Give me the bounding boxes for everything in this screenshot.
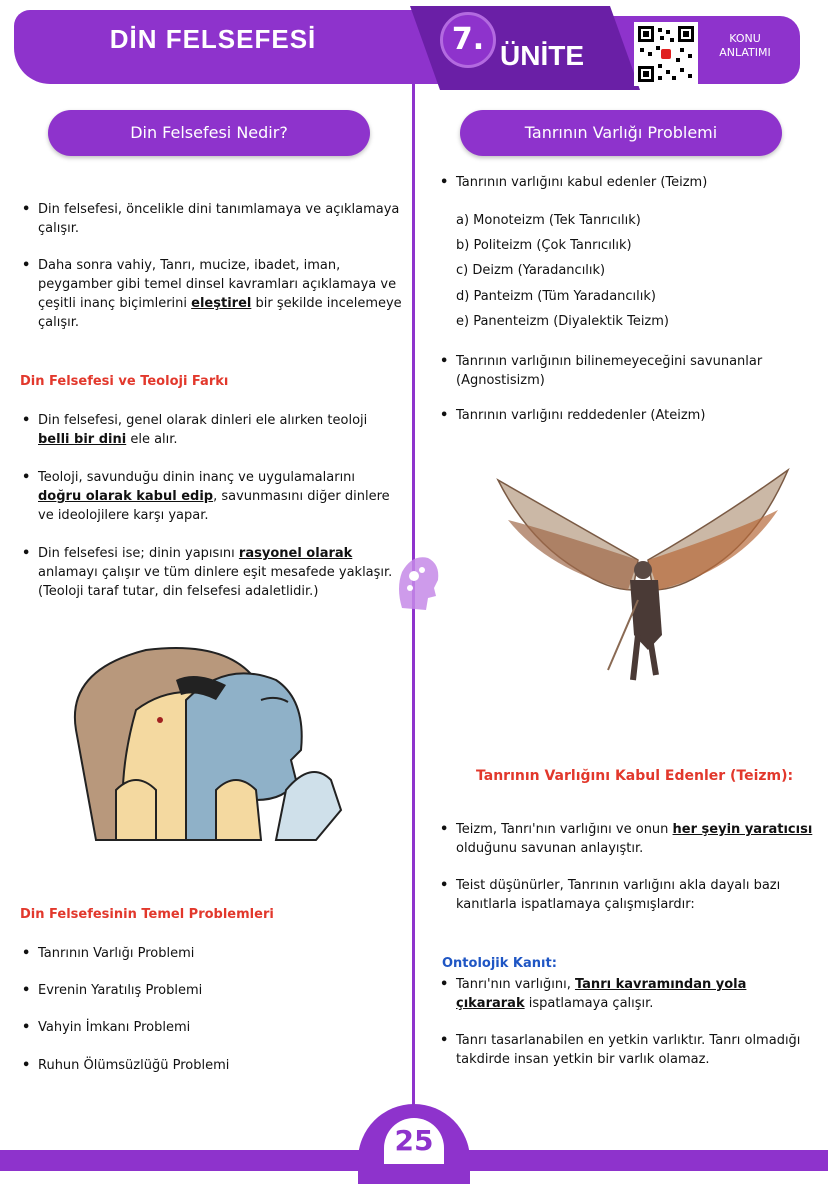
winged-angel-illustration — [488, 460, 794, 690]
onto-point-1: • Tanrı'nın varlığını, Tanrı kavramından yola çıkararak ispatlamaya çalışır. — [438, 975, 816, 1013]
page-title: DİN FELSEFESİ — [109, 24, 317, 54]
sub-item: b) Politeizm (Çok Tanrıcılık) — [456, 238, 632, 253]
sub-item: c) Deizm (Yaradancılık) — [456, 263, 606, 278]
ateizm-item: • Tanrının varlığını reddedenler (Ateizm) — [438, 406, 816, 425]
teoloji-item-2: • Teoloji, savunduğu dinin inanç ve uygulamalarını doğru olarak kabul edip, savunmasını diğer dinlere ve ideolojilere karşı yapar. — [20, 468, 398, 525]
teizm-point-1: • Teizm, Tanrı'nın varlığını ve onun her şeyin yaratıcısı olduğunu savunan anlayıştır. — [438, 820, 816, 858]
qr-code-icon[interactable] — [634, 22, 698, 86]
agnostic-item: • Tanrının varlığının bilinemeyeceğini savunanlar (Agnostisizm) — [438, 352, 796, 390]
intro-item-2: • Daha sonra vahiy, Tanrı, mucize, ibadet, iman, peygamber gibi temel dinsel kavramları açıklamaya ve çeşitli inanç biçimlerini eleştirel bir şekilde incelemeye çalışır. — [20, 256, 410, 332]
teizm-item: • Tanrının varlığını kabul edenler (Teizm) — [438, 173, 816, 192]
intro-item-1: • Din felsefesi, öncelikle dini tanımlamaya ve açıklamaya çalışır. — [20, 200, 410, 238]
onto-point-2: • Tanrı tasarlanabilen en yetkin varlıktır. Tanrı olmadığı takdirde insan yetkin bir varlık olamaz. — [438, 1031, 816, 1069]
section-pill-din-felsefesi: Din Felsefesi Nedir? — [48, 110, 370, 156]
unit-number: 7. — [440, 12, 496, 68]
sub-item: e) Panenteizm (Diyalektik Teizm) — [456, 314, 669, 329]
faces-illustration — [56, 640, 356, 860]
teizm-point-2: • Teist düşünürler, Tanrının varlığını akla dayalı bazı kanıtlarla ispatlamaya çalışmışlardır: — [438, 876, 816, 914]
section-pill-tanri: Tanrının Varlığı Problemi — [460, 110, 782, 156]
ontolojik-heading: Ontolojik Kanıt: — [442, 956, 557, 971]
sub-item: d) Panteizm (Tüm Yaradancılık) — [456, 289, 656, 304]
problem-item: • Evrenin Yaratılış Problemi — [20, 981, 398, 1000]
page-number: 25 — [384, 1118, 444, 1164]
topic-badge: KONU ANLATIMI — [719, 32, 771, 59]
teizm-heading: Tanrının Varlığını Kabul Edenler (Teizm): — [476, 768, 794, 784]
unit-label: ÜNİTE — [500, 40, 584, 71]
sub-item: a) Monoteizm (Tek Tanrıcılık) — [456, 213, 641, 228]
head-silhouette-icon — [392, 548, 442, 620]
problem-item: • Tanrının Varlığı Problemi — [20, 944, 398, 963]
problem-item: • Vahyin İmkanı Problemi — [20, 1018, 398, 1037]
teoloji-item-1: • Din felsefesi, genel olarak dinleri ele alırken teoloji belli bir dini ele alır. — [20, 411, 398, 449]
problem-item: • Ruhun Ölümsüzlüğü Problemi — [20, 1056, 398, 1075]
problems-heading: Din Felsefesinin Temel Problemleri — [20, 907, 274, 922]
teoloji-item-3: • Din felsefesi ise; dinin yapısını rasyonel olarak anlamayı çalışır ve tüm dinlere eşit mesafede yaklaşır. (Teoloji taraf tutar, din felsefesi adaletlidir.) — [20, 544, 398, 601]
teoloji-heading: Din Felsefesi ve Teoloji Farkı — [20, 374, 229, 389]
